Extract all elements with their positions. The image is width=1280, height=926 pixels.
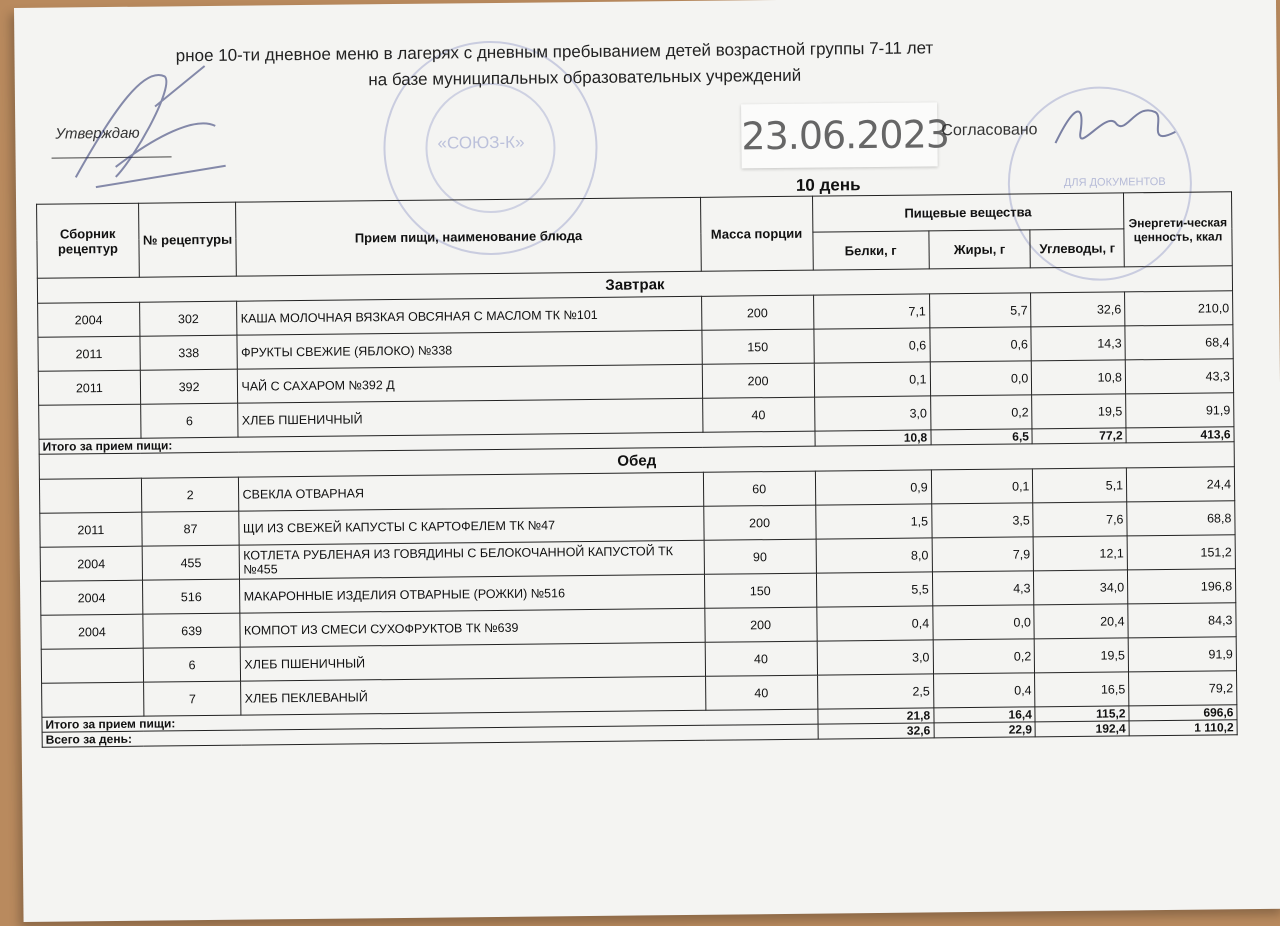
total-fat: 16,4 xyxy=(934,707,1036,723)
cell-collection: 2011 xyxy=(38,336,140,371)
cell-energy: 24,4 xyxy=(1126,467,1234,502)
day-label: 10 день xyxy=(795,175,861,195)
cell-portion: 200 xyxy=(703,505,815,540)
cell-protein: 0,1 xyxy=(814,362,930,397)
cell-recipe-no: 639 xyxy=(143,613,241,648)
cell-portion: 40 xyxy=(702,397,814,432)
cell-recipe-no: 455 xyxy=(142,545,240,580)
cell-fat: 0,6 xyxy=(930,327,1032,362)
cell-portion: 150 xyxy=(702,329,814,364)
lunch-rows xyxy=(39,467,1236,718)
cell-recipe-no: 338 xyxy=(140,335,238,370)
section-lunch: Обед xyxy=(39,442,1234,480)
total-protein: 10,8 xyxy=(815,430,931,446)
col-recipe-no: № рецептуры xyxy=(138,202,236,277)
col-protein: Белки, г xyxy=(812,231,928,270)
cell-protein: 5,5 xyxy=(816,572,932,607)
cell-collection: 2011 xyxy=(40,512,142,547)
cell-energy: 84,3 xyxy=(1128,603,1236,638)
day-total-energy: 1 110,2 xyxy=(1129,720,1237,736)
day-total-protein: 32,6 xyxy=(818,723,934,739)
cell-protein: 1,5 xyxy=(815,504,931,539)
document-sheet xyxy=(14,0,1280,922)
cell-energy: 196,8 xyxy=(1127,569,1235,604)
stamp-text: ДЛЯ ДОКУМЕНТОВ xyxy=(1063,175,1166,190)
cell-protein: 0,9 xyxy=(815,470,931,505)
cell-recipe-no: 87 xyxy=(142,511,240,546)
section-breakfast: Завтрак xyxy=(37,266,1232,304)
cell-dish: КОМПОТ ИЗ СМЕСИ СУХОФРУКТОВ ТК №639 xyxy=(240,608,704,647)
total-label: Итого за прием пищи: xyxy=(42,709,818,732)
cell-carbs: 5,1 xyxy=(1033,468,1127,503)
cell-carbs: 16,5 xyxy=(1035,672,1129,707)
cell-carbs: 14,3 xyxy=(1031,326,1125,361)
cell-portion: 40 xyxy=(705,641,817,676)
cell-protein: 7,1 xyxy=(813,294,929,329)
cell-fat: 0,4 xyxy=(933,673,1035,708)
cell-portion: 90 xyxy=(704,539,816,574)
col-collection: Сборник рецептур xyxy=(37,203,140,278)
cell-collection: 2004 xyxy=(41,580,143,615)
cell-fat: 0,1 xyxy=(931,469,1033,504)
cell-dish: ЧАЙ С САХАРОМ №392 Д xyxy=(238,364,702,403)
col-carbs: Углеводы, г xyxy=(1030,229,1124,268)
agree-label: Согласовано xyxy=(941,121,1038,140)
cell-dish: ЩИ ИЗ СВЕЖЕЙ КАПУСТЫ С КАРТОФЕЛЕМ ТК №47 xyxy=(239,506,703,545)
cell-carbs: 20,4 xyxy=(1034,604,1128,639)
cell-carbs: 10,8 xyxy=(1032,360,1126,395)
cell-fat: 3,5 xyxy=(931,503,1033,538)
stamp-text: «СОЮЗ-К» xyxy=(437,132,525,153)
cell-fat: 5,7 xyxy=(929,293,1031,328)
cell-carbs: 34,0 xyxy=(1034,570,1128,605)
cell-dish: ХЛЕБ ПШЕНИЧНЫЙ xyxy=(238,398,702,437)
document-title-line2: на базе муниципальных образовательных учреждений xyxy=(368,65,802,90)
signature-right-icon xyxy=(1045,92,1186,163)
cell-portion: 150 xyxy=(704,573,816,608)
col-energy: Энергети-ческая ценность, ккал xyxy=(1124,192,1233,267)
cell-carbs: 12,1 xyxy=(1034,536,1128,571)
cell-energy: 68,4 xyxy=(1125,325,1233,360)
cell-portion: 40 xyxy=(705,675,817,710)
cell-recipe-no: 6 xyxy=(143,647,241,682)
document-title-line1: рное 10-ти дневное меню в лагерях с дневным пребыванием детей возрастной группы 7-11 лет xyxy=(175,38,934,66)
cell-dish: МАКАРОННЫЕ ИЗДЕЛИЯ ОТВАРНЫЕ (РОЖКИ) №516 xyxy=(240,574,704,613)
cell-dish: ХЛЕБ ПЕКЛЕВАНЫЙ xyxy=(241,676,705,715)
total-label: Итого за прием пищи: xyxy=(39,431,815,454)
col-nutrients: Пищевые вещества xyxy=(812,193,1124,232)
cell-recipe-no: 7 xyxy=(143,681,241,716)
total-carbs: 115,2 xyxy=(1035,706,1129,722)
cell-protein: 3,0 xyxy=(814,396,930,431)
cell-recipe-no: 516 xyxy=(142,579,240,614)
cell-dish: ХЛЕБ ПШЕНИЧНЫЙ xyxy=(241,642,705,681)
cell-portion: 200 xyxy=(702,363,814,398)
cell-dish: СВЕКЛА ОТВАРНАЯ xyxy=(239,472,703,511)
day-total-fat: 22,9 xyxy=(934,722,1036,738)
cell-dish: ФРУКТЫ СВЕЖИЕ (ЯБЛОКО) №338 xyxy=(237,330,701,369)
cell-energy: 79,2 xyxy=(1129,671,1237,706)
cell-fat: 0,2 xyxy=(933,639,1035,674)
col-fat: Жиры, г xyxy=(929,230,1031,269)
cell-collection: 2004 xyxy=(40,546,142,581)
total-protein: 21,8 xyxy=(817,708,933,724)
cell-carbs: 7,6 xyxy=(1033,502,1127,537)
cell-recipe-no: 6 xyxy=(140,403,238,438)
signature-left-icon xyxy=(54,45,256,197)
cell-collection xyxy=(41,648,143,683)
cell-collection: 2004 xyxy=(41,614,143,649)
cell-protein: 3,0 xyxy=(817,640,933,675)
cell-collection xyxy=(42,682,144,717)
cell-collection xyxy=(39,478,141,513)
cell-portion: 200 xyxy=(701,295,813,330)
cell-protein: 8,0 xyxy=(816,538,932,573)
cell-protein: 0,6 xyxy=(814,328,930,363)
day-total-carbs: 192,4 xyxy=(1035,721,1129,737)
col-portion: Масса порции xyxy=(700,196,813,271)
cell-recipe-no: 2 xyxy=(141,477,239,512)
breakfast-rows xyxy=(38,291,1234,440)
total-fat: 6,5 xyxy=(931,429,1033,445)
cell-fat: 7,9 xyxy=(932,537,1034,572)
cell-dish: КАША МОЛОЧНАЯ ВЯЗКАЯ ОВСЯНАЯ С МАСЛОМ ТК №101 xyxy=(237,296,701,335)
cell-collection: 2011 xyxy=(38,370,140,405)
cell-protein: 0,4 xyxy=(816,606,932,641)
cell-energy: 68,8 xyxy=(1127,501,1235,536)
cell-energy: 91,9 xyxy=(1128,637,1236,672)
cell-energy: 43,3 xyxy=(1125,359,1233,394)
cell-fat: 0,0 xyxy=(932,605,1034,640)
col-dish: Прием пищи, наименование блюда xyxy=(236,197,701,276)
cell-protein: 2,5 xyxy=(817,674,933,709)
cell-portion: 60 xyxy=(703,471,815,506)
cell-collection: 2004 xyxy=(38,302,140,337)
cell-collection xyxy=(39,404,141,439)
approve-label: Утверждаю xyxy=(55,124,140,143)
total-energy: 413,6 xyxy=(1126,427,1234,443)
total-energy: 696,6 xyxy=(1129,705,1237,721)
cell-energy: 210,0 xyxy=(1125,291,1233,326)
cell-fat: 0,2 xyxy=(930,395,1032,430)
cell-energy: 151,2 xyxy=(1127,535,1235,570)
cell-carbs: 19,5 xyxy=(1032,394,1126,429)
date-stamp: 23.06.2023 xyxy=(741,102,938,168)
cell-portion: 200 xyxy=(704,607,816,642)
total-carbs: 77,2 xyxy=(1032,428,1126,444)
cell-recipe-no: 302 xyxy=(139,301,237,336)
cell-dish: КОТЛЕТА РУБЛЕНАЯ ИЗ ГОВЯДИНЫ С БЕЛОКОЧАННОЙ КАПУСТОЙ ТК №455 xyxy=(240,540,704,579)
day-total-label: Всего за день: xyxy=(42,724,818,747)
menu-table xyxy=(36,191,1238,747)
cell-carbs: 19,5 xyxy=(1035,638,1129,673)
cell-energy: 91,9 xyxy=(1126,393,1234,428)
cell-fat: 0,0 xyxy=(930,361,1032,396)
cell-carbs: 32,6 xyxy=(1031,292,1125,327)
cell-fat: 4,3 xyxy=(932,571,1034,606)
cell-recipe-no: 392 xyxy=(140,369,238,404)
